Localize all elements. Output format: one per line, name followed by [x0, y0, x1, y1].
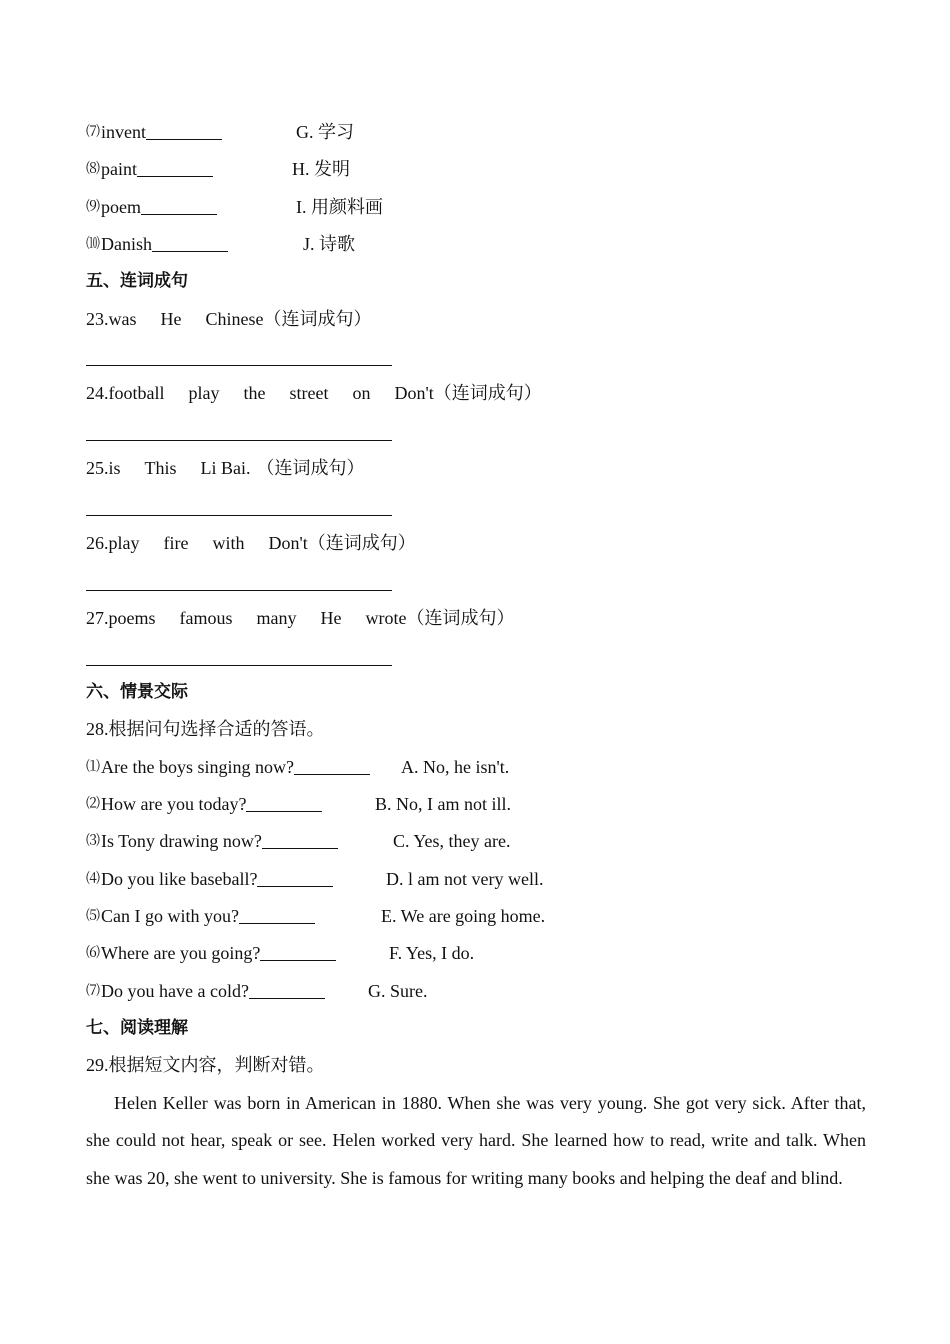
question-26: 26.play fire with Don't（连词成句） — [86, 533, 416, 553]
section-heading: 七、阅读理解 — [86, 1018, 188, 1038]
match-option: G. 学习 — [296, 122, 354, 142]
answer-line[interactable] — [86, 365, 392, 366]
answer-line[interactable] — [86, 515, 392, 516]
match-option: H. 发明 — [292, 159, 350, 179]
question-instruction: 29.根据短文内容，判断对错。 — [86, 1055, 325, 1075]
dialog-question: ⑴Are the boys singing now? — [86, 756, 370, 779]
dialog-answer: F. Yes, I do. — [389, 943, 475, 963]
dialog-answer: A. No, he isn't. — [401, 757, 510, 777]
dialog-question: ⑷Do you like baseball? — [86, 868, 333, 891]
section-heading: 五、连词成句 — [86, 271, 188, 291]
dialog-answer: D. l am not very well. — [386, 869, 544, 889]
match-item: ⑻paint — [86, 158, 213, 181]
match-item: ⑼poem — [86, 196, 217, 219]
section-heading: 六、情景交际 — [86, 682, 188, 702]
dialog-question: ⑵How are you today? — [86, 793, 322, 816]
match-item: ⑽Danish — [86, 233, 228, 256]
match-option: J. 诗歌 — [303, 234, 356, 254]
question-instruction: 28.根据问句选择合适的答语。 — [86, 719, 325, 739]
answer-line[interactable] — [86, 590, 392, 591]
answer-blank[interactable] — [141, 213, 217, 215]
dialog-question: ⑺Do you have a cold? — [86, 980, 325, 1003]
answer-blank[interactable] — [257, 885, 333, 887]
answer-blank[interactable] — [239, 922, 315, 924]
answer-blank[interactable] — [137, 175, 213, 177]
reading-passage: Helen Keller was born in American in 1880. When she was very young. She got very sick. After that, she could not hear, speak or see. Helen worked very hard. She learned how to read, write and talk. When she was 20, she went to university. She is famous for writing many books and helping the deaf and blind. — [86, 1093, 866, 1188]
question-24: 24.football play the street on Don't（连词成句） — [86, 383, 542, 403]
answer-blank[interactable] — [294, 773, 370, 775]
dialog-answer: B. No, I am not ill. — [375, 794, 511, 814]
question-23: 23.was He Chinese（连词成句） — [86, 309, 372, 329]
answer-line[interactable] — [86, 440, 392, 441]
answer-line[interactable] — [86, 665, 392, 666]
dialog-question: ⑸Can I go with you? — [86, 905, 315, 928]
answer-blank[interactable] — [152, 250, 228, 252]
dialog-answer: G. Sure. — [368, 981, 428, 1001]
answer-blank[interactable] — [249, 997, 325, 999]
match-item: ⑺invent — [86, 121, 222, 144]
dialog-question: ⑹Where are you going? — [86, 942, 336, 965]
dialog-answer: C. Yes, they are. — [393, 831, 511, 851]
answer-blank[interactable] — [262, 847, 338, 849]
dialog-question: ⑶Is Tony drawing now? — [86, 830, 338, 853]
answer-blank[interactable] — [260, 959, 336, 961]
match-option: I. 用颜料画 — [296, 197, 383, 217]
question-25: 25.is This Li Bai. （连词成句） — [86, 458, 365, 478]
question-27: 27.poems famous many He wrote（连词成句） — [86, 608, 515, 628]
answer-blank[interactable] — [246, 810, 322, 812]
answer-blank[interactable] — [146, 138, 222, 140]
dialog-answer: E. We are going home. — [381, 906, 546, 926]
